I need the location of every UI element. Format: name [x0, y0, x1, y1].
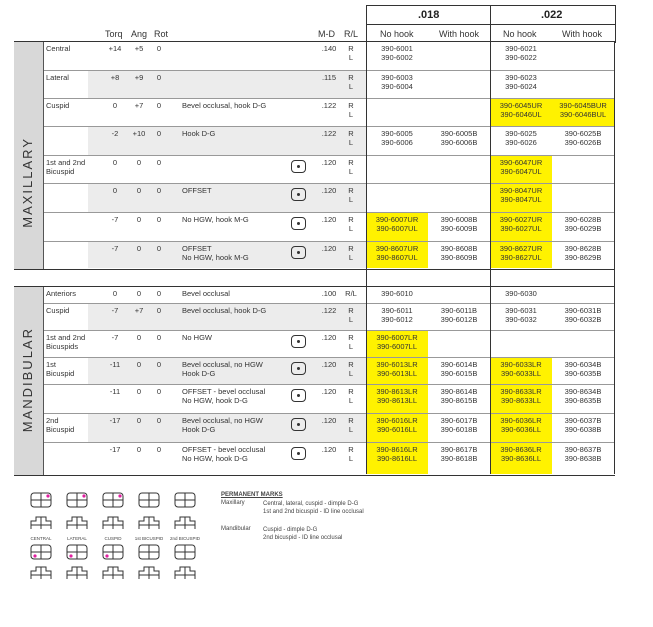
rotation-value: 0 [156, 44, 162, 53]
torque-value: -7 [111, 244, 119, 253]
tooth-name: Lateral [46, 73, 69, 82]
part-number-n22: 390-6030 [505, 289, 537, 298]
right-left-value: R L [348, 158, 354, 176]
table-row [44, 414, 615, 443]
tooth-name [46, 213, 96, 242]
col-torq-header: Torq [105, 29, 123, 39]
tooth-bracket-icon [138, 566, 160, 582]
part-number-n18 [366, 184, 428, 212]
col-right-rule [614, 41, 615, 474]
mandibular-rows [44, 287, 615, 475]
tooth-bracket-icon [174, 566, 196, 582]
part-number-h18 [428, 331, 490, 357]
angulation-value: 0 [136, 387, 142, 396]
bracket-description: Bevel occlusal, hook D-G [182, 306, 267, 315]
rotation-value: 0 [156, 129, 162, 138]
slot-id-mark-icon [291, 246, 306, 259]
slot-id-mark-icon [291, 160, 306, 173]
mesio-distal-value: .140 [321, 44, 337, 53]
col-rl-header: R/L [344, 29, 359, 39]
tooth-name [46, 443, 96, 475]
table-row [44, 42, 615, 71]
tooth-name: 1st Bicuspid [46, 360, 75, 378]
right-left-value: R L [348, 416, 354, 434]
right-left-value: R L [348, 101, 354, 119]
maxillary-section [14, 41, 615, 270]
part-number-n18: 390-8616LR 390-8616LL [366, 443, 428, 474]
part-number-h22: 390-6034B 390-6035B [564, 360, 602, 378]
col-022-withhook-header: With hook [562, 29, 603, 39]
part-number-h18: 390-6017B 390-6018B [440, 416, 478, 434]
tooth-type-label: 2nd BICUSPID [169, 536, 200, 541]
bracket-description: OFFSET - bevel occlusal No HGW, hook D-G [182, 387, 266, 405]
bracket-description: Bevel occlusal, hook D-G [182, 101, 267, 110]
header-hline [366, 24, 615, 25]
mesio-distal-value: .120 [321, 360, 337, 369]
part-number-n22: 390-6033LR 390-6033LL [490, 358, 552, 384]
col-md-header: M-D [318, 29, 335, 39]
part-number-n22: 390-6025 390-6026 [505, 129, 537, 147]
part-number-h18: 390-6008B 390-6009B [440, 215, 478, 233]
bracket-description: Bevel occlusal [182, 289, 230, 298]
table-row [44, 385, 615, 414]
angulation-value: 0 [136, 360, 142, 369]
mesio-distal-value: .120 [321, 445, 337, 454]
tooth-name [46, 385, 96, 414]
part-number-h22: 390-8637B 390-8638B [564, 445, 602, 463]
part-number-n22: 390-6023 390-6024 [505, 73, 537, 91]
bracket-description [182, 156, 292, 184]
right-left-value: R L [348, 129, 354, 147]
rotation-value: 0 [156, 215, 162, 224]
col-022-left-rule [490, 41, 491, 474]
part-number-h18 [428, 42, 490, 70]
rotation-value: 0 [156, 333, 162, 342]
part-number-h18 [428, 184, 490, 212]
right-left-value: R L [348, 333, 354, 351]
table-row [44, 184, 615, 213]
mesio-distal-value: .115 [321, 73, 337, 82]
part-number-n18: 390-6013LR 390-6013LL [366, 358, 428, 384]
part-number-n18: 390-8613LR 390-8613LL [366, 385, 428, 413]
table-row [44, 127, 615, 156]
tooth-type-label: CUSPID [104, 536, 122, 541]
torque-value: -11 [109, 360, 121, 369]
col-022-nohook-header: No hook [503, 29, 537, 39]
right-left-value: R/L [345, 289, 357, 298]
part-number-n22 [490, 331, 552, 357]
rotation-value: 0 [156, 289, 162, 298]
group-018-header: .018 [418, 9, 440, 21]
part-number-n18: 390-8607UR 390-8607UL [366, 242, 428, 268]
tooth-name: 2nd Bicuspid [46, 416, 75, 434]
right-left-value: R L [348, 186, 354, 204]
tooth-bracket-icon [66, 544, 88, 560]
part-number-n22: 390-6027UR 390-6027UL [490, 213, 552, 241]
mesio-distal-value: .122 [321, 129, 337, 138]
legend-title: PERMANENT MARKS [221, 492, 283, 498]
right-left-value: R L [348, 215, 354, 233]
bracket-description: OFFSET [182, 186, 212, 195]
angulation-value: 0 [136, 186, 142, 195]
part-number-n18: 390-6010 [381, 289, 413, 298]
part-number-h22: 390-6028B 390-6029B [564, 215, 602, 233]
part-number-n18: 390-6001 390-6002 [381, 44, 413, 62]
legend-mandibular-text: Cuspid - dimple D-G 2nd bicuspid - ID line occlusal [263, 527, 343, 541]
right-left-value: R L [348, 445, 354, 463]
part-number-h22 [552, 42, 614, 70]
bracket-description: OFFSET - bevel occlusal No HGW, hook D-G [182, 445, 266, 463]
tooth-type-label: CENTRAL [30, 536, 52, 541]
part-number-h22: 390-6031B 390-6032B [564, 306, 602, 324]
rotation-value: 0 [156, 445, 162, 454]
bracket-description: No HGW, hook M-G [182, 215, 249, 224]
part-number-h18 [428, 71, 490, 98]
part-number-h18: 390-6011B 390-6012B [440, 306, 478, 324]
mesio-distal-value: .120 [321, 387, 337, 396]
angulation-value: 0 [136, 445, 142, 454]
table-row [44, 287, 615, 304]
part-number-h22 [552, 184, 614, 212]
angulation-value: 0 [136, 416, 142, 425]
part-number-h18 [428, 287, 490, 303]
part-number-h22 [552, 156, 614, 183]
tooth-diagram-grid [30, 492, 220, 590]
part-number-h18: 390-6005B 390-6006B [440, 129, 478, 147]
slot-id-mark-icon [291, 188, 306, 201]
table-row [44, 156, 615, 184]
angulation-value: 0 [136, 244, 142, 253]
mesio-distal-value: .122 [321, 101, 337, 110]
mesio-distal-value: .120 [321, 333, 337, 342]
tooth-bracket-icon [138, 516, 160, 532]
mandibular-section [14, 286, 615, 476]
tooth-name: Cuspid [46, 306, 70, 315]
part-number-h18: 390-8617B 390-8618B [440, 445, 478, 463]
torque-value: 0 [112, 101, 118, 110]
right-left-value: R L [348, 244, 354, 262]
mesio-distal-value: .120 [321, 158, 337, 167]
mesio-distal-value: .100 [321, 289, 337, 298]
part-number-n18: 390-6011 390-6012 [381, 306, 413, 324]
tooth-name: Central [46, 44, 71, 53]
mandibular-label: MANDIBULAR [20, 327, 35, 433]
mesio-distal-value: .120 [321, 416, 337, 425]
part-number-n22: 390-6047UR 390-6047UL [490, 156, 552, 183]
part-number-h22 [552, 71, 614, 98]
legend-mandibular-label: Mandibular [221, 526, 251, 532]
torque-value: -17 [109, 445, 121, 454]
part-number-n22: 390-8636LR 390-8636LL [490, 443, 552, 474]
tooth-bracket-icon [174, 492, 196, 508]
col-rot-header: Rot [154, 29, 169, 39]
bracket-description: No HGW [182, 333, 212, 342]
part-number-h22: 390-8628B 390-8629B [564, 244, 602, 262]
torque-value: 0 [112, 186, 118, 195]
bracket-description [182, 71, 292, 99]
angulation-value: +9 [134, 73, 144, 82]
part-number-h22: 390-6037B 390-6038B [564, 416, 602, 434]
torque-value: +14 [108, 44, 122, 53]
rotation-value: 0 [156, 244, 162, 253]
part-number-n22: 390-6021 390-6022 [505, 44, 537, 62]
table-row [44, 71, 615, 99]
tooth-name: 1st and 2nd Bicuspids [46, 333, 86, 351]
rotation-value: 0 [156, 158, 162, 167]
part-number-h22 [552, 287, 614, 303]
col-018-left-rule [366, 41, 367, 474]
rotation-value: 0 [156, 73, 162, 82]
rotation-value: 0 [156, 360, 162, 369]
angulation-value: 0 [136, 215, 142, 224]
angulation-value: +5 [134, 44, 144, 53]
tooth-bracket-icon [138, 544, 160, 560]
torque-value: -17 [109, 416, 121, 425]
part-number-n18: 390-6007UR 390-6007UL [366, 213, 428, 241]
rotation-value: 0 [156, 186, 162, 195]
torque-value: -7 [111, 215, 119, 224]
torque-value: -2 [111, 129, 119, 138]
part-number-n18: 390-6016LR 390-6016LL [366, 414, 428, 442]
torque-value: 0 [112, 158, 118, 167]
torque-value: -11 [109, 387, 121, 396]
table-row [44, 213, 615, 242]
rotation-value: 0 [156, 416, 162, 425]
bracket-description: Bevel occlusal, no HGW Hook D-G [182, 416, 263, 434]
part-number-n22: 390-6045UR 390-6046UL [490, 99, 552, 126]
table-row [44, 443, 615, 475]
part-number-n18: 390-6005 390-6006 [381, 129, 413, 147]
part-number-n18: 390-6003 390-6004 [381, 73, 413, 91]
tooth-bracket-icon [30, 544, 52, 560]
tooth-name [46, 242, 96, 269]
tooth-bracket-icon [30, 492, 52, 508]
slot-id-mark-icon [291, 217, 306, 230]
tooth-type-label: LATERAL [67, 536, 87, 541]
torque-value: +8 [110, 73, 120, 82]
rotation-value: 0 [156, 306, 162, 315]
mesio-distal-value: .122 [321, 306, 337, 315]
slot-id-mark-icon [291, 447, 306, 460]
legend-maxillary-label: Maxillary [221, 500, 245, 506]
tooth-name [46, 127, 96, 156]
part-number-h18: 390-8608B 390-8609B [440, 244, 478, 262]
table-row [44, 331, 615, 358]
table-row [44, 304, 615, 331]
tooth-name: Cuspid [46, 101, 70, 110]
part-number-h18: 390-8614B 390-8615B [440, 387, 478, 405]
legend-maxillary-text: Central, lateral, cuspid - dimple D-G 1st and 2nd bicuspid - ID line occlusal [263, 501, 364, 515]
tooth-bracket-icon [66, 566, 88, 582]
torque-value: -7 [111, 333, 119, 342]
part-number-n22: 390-6036LR 390-6036LL [490, 414, 552, 442]
tooth-name [46, 184, 96, 213]
tooth-type-label: 1st BICUSPID [134, 536, 164, 541]
right-left-value: R L [348, 360, 354, 378]
tooth-bracket-icon [66, 492, 88, 508]
part-number-n18 [366, 156, 428, 183]
part-number-h22: 390-6025B 390-6026B [564, 129, 602, 147]
angulation-value: 0 [136, 333, 142, 342]
rotation-value: 0 [156, 387, 162, 396]
part-number-n18 [366, 99, 428, 126]
part-number-h18: 390-6014B 390-6015B [440, 360, 478, 378]
tooth-bracket-icon [102, 566, 124, 582]
group-022-header: .022 [541, 9, 563, 21]
bracket-description: Hook D-G [182, 129, 216, 138]
part-number-h22: 390-8634B 390-8635B [564, 387, 602, 405]
tooth-bracket-icon [102, 544, 124, 560]
part-number-n22: 390-8047UR 390-8047UL [490, 184, 552, 212]
slot-id-mark-icon [291, 335, 306, 348]
tooth-name: Anteriors [46, 289, 77, 298]
mesio-distal-value: .120 [321, 186, 337, 195]
table-row [44, 99, 615, 127]
tooth-bracket-icon [138, 492, 160, 508]
tooth-bracket-icon [66, 516, 88, 532]
tooth-bracket-icon [102, 492, 124, 508]
torque-value: -7 [111, 306, 119, 315]
tooth-bracket-icon [174, 544, 196, 560]
table-row [44, 358, 615, 385]
tooth-bracket-icon [174, 516, 196, 532]
bracket-description: Bevel occlusal, no HGW Hook D-G [182, 360, 263, 378]
part-number-n22: 390-8633LR 390-8633LL [490, 385, 552, 413]
part-number-n18: 390-6007LR 390-6007LL [366, 331, 428, 357]
angulation-value: +7 [134, 101, 144, 110]
col-018-withhook-header: With hook [439, 29, 480, 39]
torque-value: 0 [112, 289, 118, 298]
right-left-value: R L [348, 44, 354, 62]
table-row [44, 242, 615, 269]
mesio-distal-value: .120 [321, 215, 337, 224]
tooth-bracket-icon [30, 566, 52, 582]
part-number-h22: 390-6045BUR 390-6046BUL [552, 99, 614, 126]
part-number-h22 [552, 331, 614, 357]
angulation-value: 0 [136, 158, 142, 167]
maxillary-rows [44, 42, 615, 269]
slot-id-mark-icon [291, 418, 306, 431]
bracket-description: OFFSET No HGW, hook M-G [182, 244, 249, 262]
angulation-value: +7 [134, 306, 144, 315]
tooth-name: 1st and 2nd Bicuspid [46, 158, 86, 176]
mesio-distal-value: .120 [321, 244, 337, 253]
right-left-value: R L [348, 306, 354, 324]
part-number-n22: 390-6031 390-6032 [505, 306, 537, 324]
part-number-h18 [428, 156, 490, 183]
right-left-value: R L [348, 73, 354, 91]
tooth-bracket-icon [30, 516, 52, 532]
angulation-value: 0 [136, 289, 142, 298]
angulation-value: +10 [132, 129, 146, 138]
slot-id-mark-icon [291, 362, 306, 375]
part-number-n22: 390-8627UR 390-8627UL [490, 242, 552, 268]
rotation-value: 0 [156, 101, 162, 110]
slot-id-mark-icon [291, 389, 306, 402]
col-ang-header: Ang [131, 29, 148, 39]
col-018-nohook-header: No hook [380, 29, 414, 39]
bracket-description [182, 42, 292, 71]
tooth-bracket-icon [102, 516, 124, 532]
right-left-value: R L [348, 387, 354, 405]
maxillary-label: MAXILLARY [20, 137, 35, 228]
part-number-h18 [428, 99, 490, 126]
